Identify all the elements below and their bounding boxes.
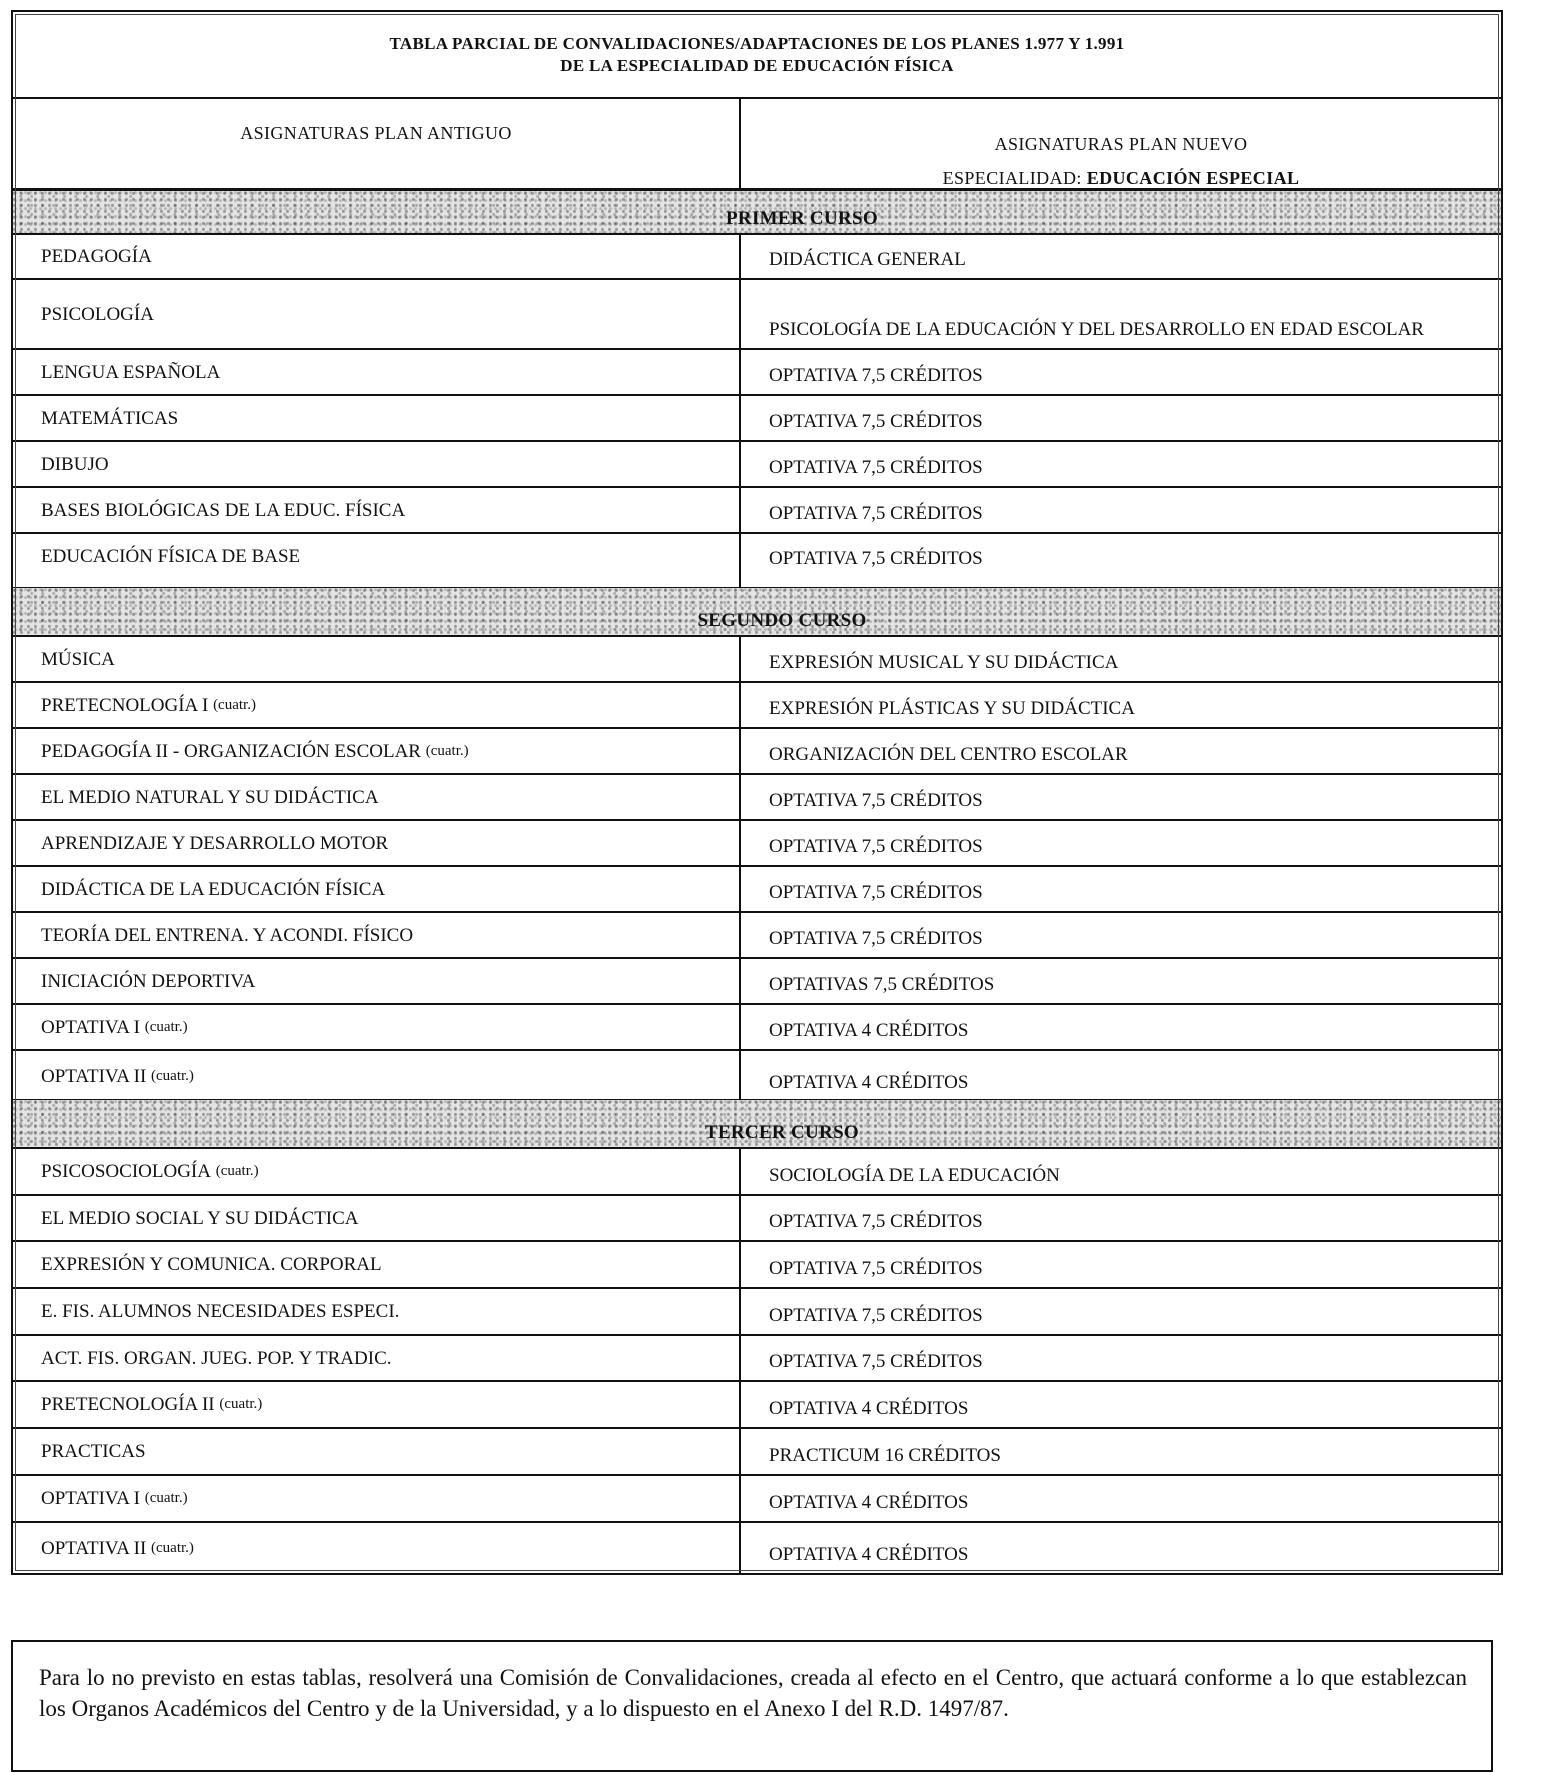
old-subject: OPTATIVA II (cuatr.) xyxy=(13,1523,741,1573)
table-row xyxy=(13,867,1501,913)
new-subject: OPTATIVA 7,5 CRÉDITOS xyxy=(769,882,983,903)
new-subject: OPTATIVA 7,5 CRÉDITOS xyxy=(769,503,983,524)
table-row xyxy=(13,396,1501,442)
new-subject: OPTATIVA 7,5 CRÉDITOS xyxy=(769,836,983,857)
new-subject: OPTATIVAS 7,5 CRÉDITOS xyxy=(769,974,995,995)
table-row xyxy=(13,488,1501,534)
old-subject: BASES BIOLÓGICAS DE LA EDUC. FÍSICA xyxy=(13,488,741,532)
old-subject: OPTATIVA I (cuatr.) xyxy=(13,1476,741,1521)
table-row xyxy=(13,1196,1501,1242)
section-title: TERCER CURSO xyxy=(704,1122,860,1143)
table-title-line2: DE LA ESPECIALIDAD DE EDUCACIÓN FÍSICA xyxy=(560,55,954,75)
new-subject: EXPRESIÓN PLÁSTICAS Y SU DIDÁCTICA xyxy=(769,698,1135,719)
new-subject: OPTATIVA 7,5 CRÉDITOS xyxy=(769,548,983,569)
table-row xyxy=(13,1476,1501,1523)
table-row xyxy=(13,775,1501,821)
new-subject: OPTATIVA 7,5 CRÉDITOS xyxy=(769,790,983,811)
table-row xyxy=(13,637,1501,683)
old-subject: EL MEDIO NATURAL Y SU DIDÁCTICA xyxy=(13,775,741,819)
column-header-row xyxy=(13,99,1501,190)
new-subject: PRACTICUM 16 CRÉDITOS xyxy=(769,1445,1001,1466)
old-subject: OPTATIVA II (cuatr.) xyxy=(13,1051,741,1101)
old-subject: PEDAGOGÍA II - ORGANIZACIÓN ESCOLAR (cuatr.) xyxy=(13,729,741,773)
new-subject: PSICOLOGÍA DE LA EDUCACIÓN Y DEL DESARROLLO EN EDAD ESCOLAR xyxy=(769,319,1424,340)
table-row xyxy=(13,350,1501,396)
table-row xyxy=(13,1382,1501,1429)
old-subject: MATEMÁTICAS xyxy=(13,396,741,440)
table-title xyxy=(13,12,1501,99)
cuatr-note: (cuatr.) xyxy=(425,742,469,759)
old-subject: DIDÁCTICA DE LA EDUCACIÓN FÍSICA xyxy=(13,867,741,911)
table-row xyxy=(13,1429,1501,1476)
old-subject: PRACTICAS xyxy=(13,1429,741,1474)
new-subject: OPTATIVA 4 CRÉDITOS xyxy=(769,1398,969,1419)
header-new-plan-label: ASIGNATURAS PLAN NUEVO xyxy=(994,134,1248,154)
new-subject: OPTATIVA 7,5 CRÉDITOS xyxy=(769,457,983,478)
old-subject: MÚSICA xyxy=(13,637,741,681)
old-subject: PEDAGOGÍA xyxy=(13,235,741,278)
cuatr-note: (cuatr.) xyxy=(151,1539,194,1556)
new-subject: EXPRESIÓN MUSICAL Y SU DIDÁCTICA xyxy=(769,652,1119,673)
header-new-plan xyxy=(741,99,1501,188)
table-row xyxy=(13,959,1501,1005)
old-subject: PRETECNOLOGÍA II (cuatr.) xyxy=(13,1382,741,1427)
old-subject: EL MEDIO SOCIAL Y SU DIDÁCTICA xyxy=(13,1196,741,1240)
new-subject: OPTATIVA 4 CRÉDITOS xyxy=(769,1492,969,1513)
cuatr-note: (cuatr.) xyxy=(144,1018,188,1035)
new-subject: OPTATIVA 7,5 CRÉDITOS xyxy=(769,411,983,432)
old-subject: APRENDIZAJE Y DESARROLLO MOTOR xyxy=(13,821,741,865)
specialty-value: EDUCACIÓN ESPECIAL xyxy=(1086,168,1300,188)
section-header-tercer-curso xyxy=(13,1099,1501,1149)
new-subject: OPTATIVA 7,5 CRÉDITOS xyxy=(769,1258,983,1279)
table-row xyxy=(13,1289,1501,1336)
old-subject: PSICOLOGÍA xyxy=(13,280,741,348)
new-subject: OPTATIVA 7,5 CRÉDITOS xyxy=(769,1211,983,1232)
table-row xyxy=(13,729,1501,775)
table-row xyxy=(13,1523,1501,1573)
old-subject: INICIACIÓN DEPORTIVA xyxy=(13,959,741,1003)
table-row xyxy=(13,1005,1501,1051)
section-title: PRIMER CURSO xyxy=(726,208,878,229)
section-header-segundo-curso xyxy=(13,587,1501,637)
new-subject: OPTATIVA 4 CRÉDITOS xyxy=(769,1072,969,1093)
new-subject: OPTATIVA 7,5 CRÉDITOS xyxy=(769,1305,983,1326)
old-subject: TEORÍA DEL ENTRENA. Y ACONDI. FÍSICO xyxy=(13,913,741,957)
table-row xyxy=(13,442,1501,488)
section-header-primer-curso xyxy=(13,190,1501,235)
new-subject: OPTATIVA 7,5 CRÉDITOS xyxy=(769,928,983,949)
cuatr-note: (cuatr.) xyxy=(213,696,256,713)
cuatr-note: (cuatr.) xyxy=(144,1490,188,1506)
section-title: SEGUNDO CURSO xyxy=(697,610,867,631)
old-subject: OPTATIVA I (cuatr.) xyxy=(13,1005,741,1049)
new-subject: ORGANIZACIÓN DEL CENTRO ESCOLAR xyxy=(769,744,1128,765)
new-subject: OPTATIVA 4 CRÉDITOS xyxy=(769,1020,969,1041)
table-row xyxy=(13,1336,1501,1382)
new-subject: OPTATIVA 7,5 CRÉDITOS xyxy=(769,1351,983,1372)
old-subject: ACT. FIS. ORGAN. JUEG. POP. Y TRADIC. xyxy=(13,1336,741,1380)
old-subject: DIBUJO xyxy=(13,442,741,486)
new-subject: SOCIOLOGÍA DE LA EDUCACIÓN xyxy=(769,1165,1060,1186)
table-row xyxy=(13,683,1501,729)
table-row xyxy=(13,235,1501,280)
table-row xyxy=(13,821,1501,867)
cuatr-note: (cuatr.) xyxy=(215,1163,259,1179)
new-subject: OPTATIVA 7,5 CRÉDITOS xyxy=(769,365,983,386)
table-row xyxy=(13,1051,1501,1101)
cuatr-note: (cuatr.) xyxy=(151,1067,194,1084)
header-old-plan: ASIGNATURAS PLAN ANTIGUO xyxy=(13,99,741,188)
old-subject: EXPRESIÓN Y COMUNICA. CORPORAL xyxy=(13,1242,741,1287)
old-subject: EDUCACIÓN FÍSICA DE BASE xyxy=(13,534,741,597)
new-subject: DIDÁCTICA GENERAL xyxy=(769,249,966,270)
footer-note: Para lo no previsto en estas tablas, resolverá una Comisión de Convalidaciones, creada al efecto en el Centro, que actuará conforme a lo que establezcan los Organos Académicos del Centro y de la Universidad, y a lo dispuesto en el Anexo I del R.D. 1497/87. xyxy=(11,1640,1493,1772)
table-row xyxy=(13,280,1501,350)
table-title-line1: TABLA PARCIAL DE CONVALIDACIONES/ADAPTACIONES DE LOS PLANES 1.977 Y 1.991 xyxy=(389,33,1125,53)
table-row xyxy=(13,913,1501,959)
table-row xyxy=(13,1149,1501,1196)
old-subject: PSICOSOCIOLOGÍA (cuatr.) xyxy=(13,1149,741,1194)
old-subject: LENGUA ESPAÑOLA xyxy=(13,350,741,394)
new-subject: OPTATIVA 4 CRÉDITOS xyxy=(769,1544,969,1565)
old-subject: PRETECNOLOGÍA I (cuatr.) xyxy=(13,683,741,727)
table-row xyxy=(13,1242,1501,1289)
specialty-label: ESPECIALIDAD: xyxy=(942,168,1082,188)
old-subject: E. FIS. ALUMNOS NECESIDADES ESPECI. xyxy=(13,1289,741,1334)
convalidation-table xyxy=(11,10,1503,1575)
cuatr-note: (cuatr.) xyxy=(219,1396,263,1412)
